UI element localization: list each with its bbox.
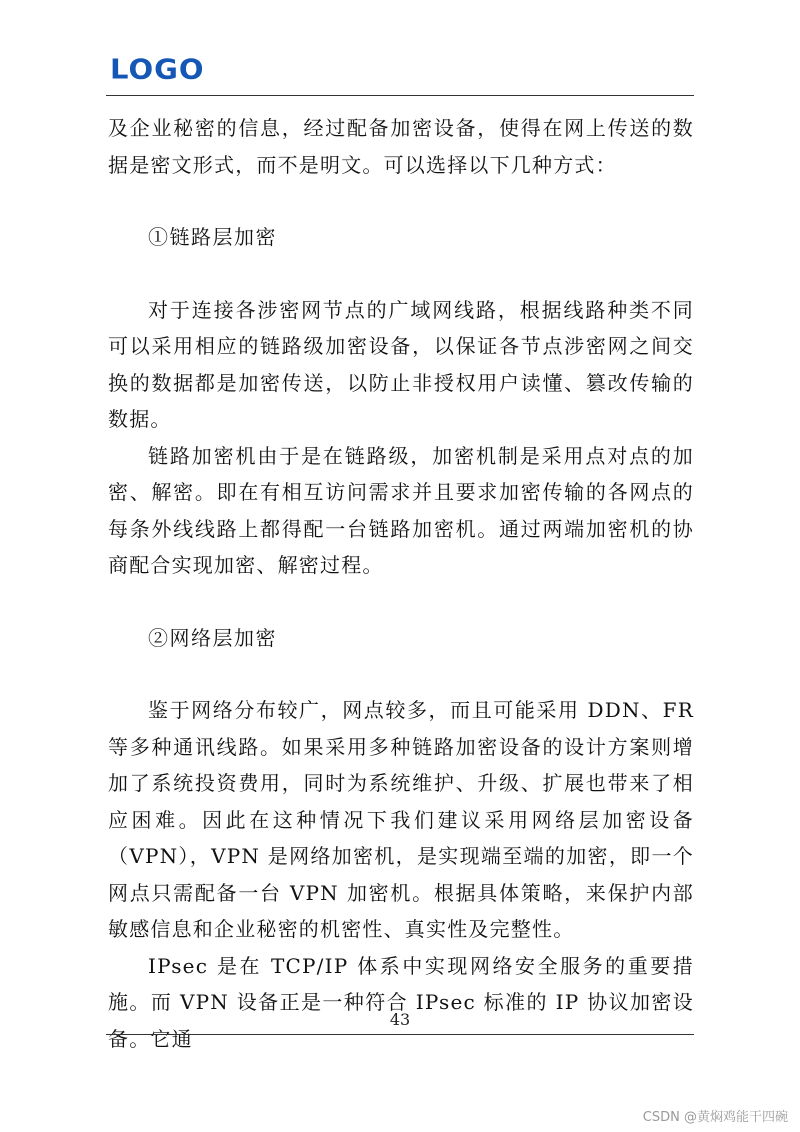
paragraph-link-layer-1: 对于连接各涉密网节点的广域网线路，根据线路种类不同可以采用相应的链路级加密设备，以保证各节点涉密网之间交换的数据都是加密传送，以防止非授权用户读懂、篡改传输的数据。 <box>108 297 694 431</box>
watermark: CSDN @黄焖鸡能干四碗 <box>642 1110 788 1125</box>
section-heading-network-layer: ②网络层加密 <box>148 625 277 650</box>
paragraph-network-layer-2: IPsec 是在 TCP/IP 体系中实现网络安全服务的重要措施。而 VPN 设备正是一种符合 IPsec 标准的 IP 协议加密设备。它通 <box>108 953 694 1051</box>
section-heading-link-layer: ①链路层加密 <box>148 225 277 249</box>
page-number: 43 <box>389 1010 411 1029</box>
paragraph-network-layer-1: 鉴于网络分布较广，网点较多，而且可能采用 DDN、FR 等多种通讯线路。如果采用多种链路加密设备的设计方案则增加了系统投资费用，同时为系统维护、升级、扩展也带来了相应困难。因此在这种情况下我们建议采用网络层加密设备（VPN），VPN 是网络加密机，是实现端至端的加密，即一个网点只需配备一台 VPN 加密机。根据具体策略，来保护内部敏感信息和企业秘密的机密性、真实性及完整性。 <box>108 698 694 941</box>
page-body <box>108 110 694 1057</box>
footer-rule <box>106 1034 694 1035</box>
paragraph-link-layer-2: 链路加密机由于是在链路级，加密机制是采用点对点的加密、解密。即在有相互访问需求并且要求加密传输的各网点的每条外线线路上都得配一台链路加密机。通过两端加密机的协商配合实现加密、解密过程。 <box>108 443 694 577</box>
header-rule <box>106 95 694 96</box>
logo: LOGO <box>110 52 205 86</box>
paragraph-intro: 及企业秘密的信息，经过配备加密设备，使得在网上传送的数据是密文形式，而不是明文。可以选择以下几种方式： <box>108 116 694 177</box>
